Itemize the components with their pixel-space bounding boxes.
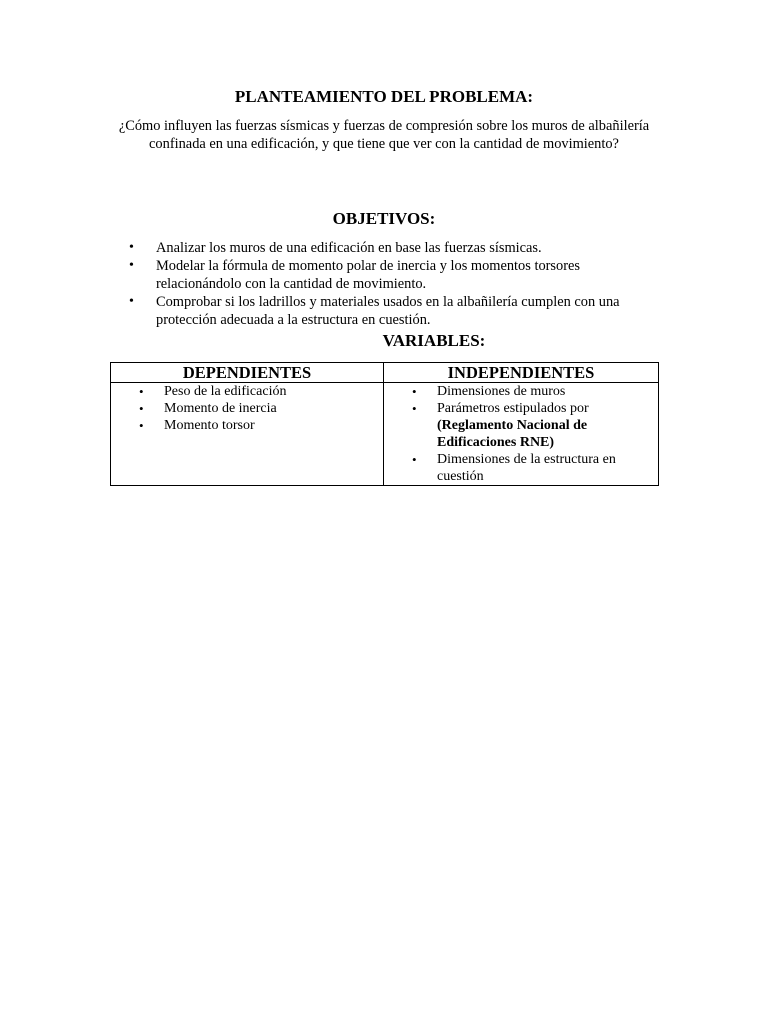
dependent-list <box>111 383 383 434</box>
objective-item <box>0 257 668 293</box>
list-item <box>384 451 658 485</box>
objectives-list <box>0 239 768 329</box>
bullet-icon: • <box>412 452 417 467</box>
list-item <box>384 400 658 451</box>
list-item <box>384 383 658 400</box>
objectives-title: OBJETIVOS: <box>332 209 436 228</box>
bullet-icon: • <box>412 384 417 399</box>
independent-item: Dimensiones de muros <box>437 384 566 399</box>
objective-text: Comprobar si los ladrillos y materiales usados en la albañilería cumplen con una protección adecuada a la estructura en cuestión. <box>156 294 620 328</box>
dependent-cell <box>111 383 384 486</box>
bullet-icon: • <box>129 240 134 255</box>
independent-item-bold: (Reglamento Nacional de Edificaciones RNE) <box>437 418 588 450</box>
bullet-icon: • <box>139 418 144 433</box>
table-header-row <box>111 363 659 383</box>
dependent-item: Momento de inercia <box>164 401 277 416</box>
table-row <box>111 383 659 486</box>
bullet-icon: • <box>412 401 417 416</box>
independent-cell <box>384 383 659 486</box>
independent-list <box>384 383 658 485</box>
list-item <box>111 383 383 400</box>
independent-item: Parámetros estipulados por <box>437 401 589 416</box>
objective-text: Modelar la fórmula de momento polar de inercia y los momentos torsores relacionándolo con la cantidad de movimiento. <box>156 258 581 292</box>
variables-table <box>110 362 659 486</box>
independent-header: INDEPENDIENTES <box>384 363 659 383</box>
problem-title: PLANTEAMIENTO DEL PROBLEMA: <box>234 87 534 106</box>
list-item <box>111 400 383 417</box>
bullet-icon: • <box>139 401 144 416</box>
problem-statement: ¿Cómo influyen las fuerzas sísmicas y fuerzas de compresión sobre los muros de albañilería confinada en una edificación, y que tiene que ver con la cantidad de movimiento? <box>118 118 650 152</box>
bullet-icon: • <box>129 294 134 309</box>
dependent-item: Momento torsor <box>164 418 255 433</box>
independent-item: Dimensiones de la estructura en cuestión <box>437 452 616 484</box>
bullet-icon: • <box>129 258 134 273</box>
objective-text: Analizar los muros de una edificación en base las fuerzas sísmicas. <box>156 240 542 256</box>
objective-item <box>0 293 668 329</box>
bullet-icon: • <box>139 384 144 399</box>
dependent-header: DEPENDIENTES <box>111 363 384 383</box>
dependent-item: Peso de la edificación <box>164 384 287 399</box>
list-item <box>111 417 383 434</box>
objective-item <box>0 239 668 257</box>
variables-title: VARIABLES: <box>382 331 486 350</box>
